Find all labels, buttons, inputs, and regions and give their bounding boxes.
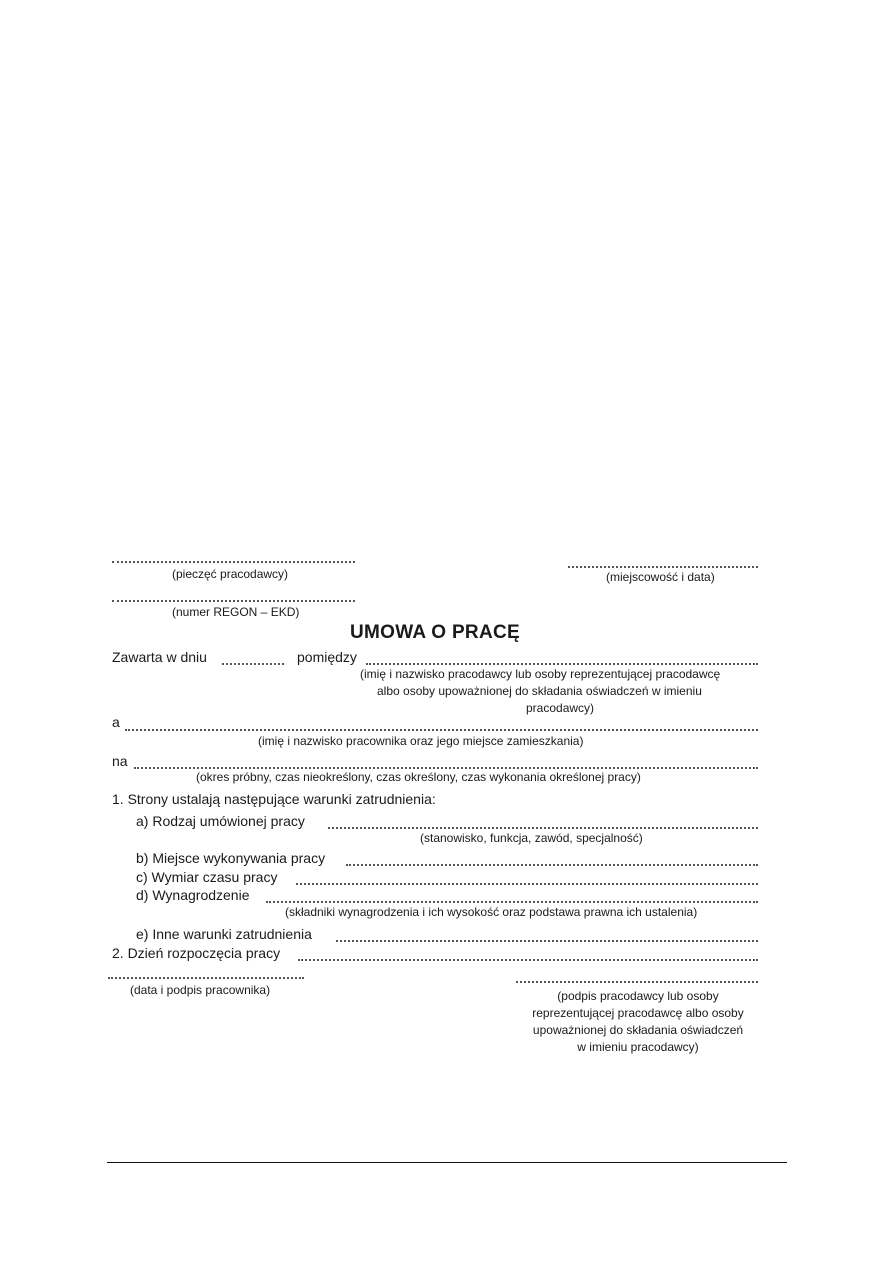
employer-signature-caption-1: (podpis pracodawcy lub osoby xyxy=(557,989,719,1003)
page-title: UMOWA O PRACĘ xyxy=(350,622,520,643)
employer-signature-caption-2: reprezentującej pracodawcę albo osoby xyxy=(532,1006,744,1020)
employer-signature-caption-3: upoważnionej do składania oświadczeń xyxy=(532,1023,744,1037)
item-c-label: c) Wymiar czasu pracy xyxy=(136,869,278,885)
item-d-dotted-line xyxy=(266,901,758,903)
employee-prefix: a xyxy=(112,714,120,730)
employer-caption-2: albo osoby upoważnionej do składania oświadczeń w imieniu xyxy=(377,684,702,698)
employer-signature-dotted-line xyxy=(516,981,758,983)
employer-caption-3: pracodawcy) xyxy=(526,701,595,715)
item-d-label: d) Wynagrodzenie xyxy=(136,887,250,903)
terms-heading: 1. Strony ustalają następujące warunki zatrudnienia: xyxy=(112,791,436,807)
employer-caption-1: (imię i nazwisko pracodawcy lub osoby reprezentującej pracodawcę xyxy=(360,667,721,681)
employer-signature-caption-4: w imieniu pracodawcy) xyxy=(577,1040,699,1054)
date-dotted-line xyxy=(222,663,284,665)
stamp-dotted-line xyxy=(112,561,355,563)
footer-rule xyxy=(107,1162,787,1163)
term-caption: (okres próbny, czas nieokreślony, czas określony, czas wykonania określonej pracy) xyxy=(196,770,641,784)
regon-caption: (numer REGON – EKD) xyxy=(172,605,300,619)
concluded-label: Zawarta w dniu xyxy=(112,649,207,665)
item-c-dotted-line xyxy=(296,883,758,885)
start-date-label: 2. Dzień rozpoczęcia pracy xyxy=(112,945,281,961)
place-date-caption: (miejscowość i data) xyxy=(606,570,715,584)
between-label: pomiędzy xyxy=(297,649,357,665)
term-prefix: na xyxy=(112,753,128,769)
employer-signature-caption xyxy=(500,988,776,1056)
item-d-caption: (składniki wynagrodzenia i ich wysokość oraz podstawa prawna ich ustalenia) xyxy=(285,905,698,919)
employee-dotted-line xyxy=(125,729,758,731)
item-a-caption: (stanowisko, funkcja, zawód, specjalność) xyxy=(420,831,643,845)
place-date-dotted-line xyxy=(568,566,758,568)
item-b-dotted-line xyxy=(346,864,758,866)
item-a-dotted-line xyxy=(328,827,758,829)
stamp-caption: (pieczęć pracodawcy) xyxy=(172,567,289,581)
item-e-label: e) Inne warunki zatrudnienia xyxy=(136,926,312,942)
start-date-dotted-line xyxy=(298,959,758,961)
employee-caption: (imię i nazwisko pracownika oraz jego miejsce zamieszkania) xyxy=(258,734,584,748)
item-a-label: a) Rodzaj umówionej pracy xyxy=(136,813,305,829)
employer-dotted-line xyxy=(366,663,758,665)
employee-signature-dotted-line xyxy=(108,977,304,979)
item-b-label: b) Miejsce wykonywania pracy xyxy=(136,850,326,866)
employee-signature-caption: (data i podpis pracownika) xyxy=(130,983,271,997)
item-e-dotted-line xyxy=(336,940,758,942)
term-dotted-line xyxy=(134,767,758,769)
regon-dotted-line xyxy=(112,600,355,602)
